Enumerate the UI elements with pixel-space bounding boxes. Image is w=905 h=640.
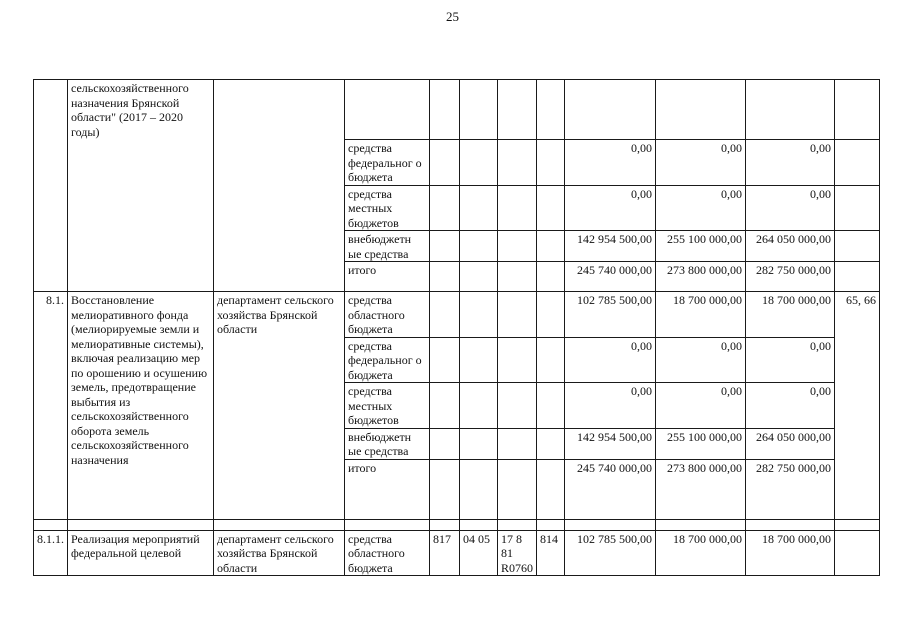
row-number-cell: 8.1.1. xyxy=(34,530,68,576)
value-2018: 142 954 500,00 xyxy=(565,428,656,459)
value-2019: 0,00 xyxy=(656,383,746,429)
indicator-cell xyxy=(835,231,880,262)
value-2018: 245 740 000,00 xyxy=(565,262,656,292)
value-2019 xyxy=(656,80,746,140)
funding-source-cell: средства областного бюджета xyxy=(345,530,430,576)
value-2020: 264 050 000,00 xyxy=(746,231,835,262)
value-2020: 0,00 xyxy=(746,140,835,186)
indicator-cell xyxy=(835,262,880,292)
value-2019: 0,00 xyxy=(656,140,746,186)
value-2020: 282 750 000,00 xyxy=(746,262,835,292)
grbs-code: 817 xyxy=(430,530,460,576)
row-number-cell: 8.1. xyxy=(34,292,68,520)
value-2018: 0,00 xyxy=(565,383,656,429)
page-number: 25 xyxy=(446,9,459,24)
row-separator xyxy=(34,519,880,530)
funding-source-cell: итого xyxy=(345,459,430,519)
value-2018: 0,00 xyxy=(565,185,656,231)
value-2019: 18 700 000,00 xyxy=(656,530,746,576)
table-row xyxy=(34,80,880,140)
value-2020: 0,00 xyxy=(746,337,835,383)
value-2020: 18 700 000,00 xyxy=(746,292,835,338)
value-2020: 18 700 000,00 xyxy=(746,530,835,576)
value-2020 xyxy=(746,80,835,140)
executor-cell xyxy=(214,80,345,292)
funding-source-cell: средства областного бюджета xyxy=(345,292,430,338)
funding-source-cell: средства федеральног о бюджета xyxy=(345,337,430,383)
value-2018: 102 785 500,00 xyxy=(565,292,656,338)
table-row xyxy=(34,530,880,576)
funding-source-cell: внебюджетн ые средства xyxy=(345,428,430,459)
funding-source-cell: внебюджетн ые средства xyxy=(345,231,430,262)
value-2020: 0,00 xyxy=(746,383,835,429)
executor-cell: департамент сельского хозяйства Брянской области xyxy=(214,530,345,576)
value-2018: 142 954 500,00 xyxy=(565,231,656,262)
row-number-cell xyxy=(34,80,68,292)
value-2018 xyxy=(565,80,656,140)
value-2019: 273 800 000,00 xyxy=(656,262,746,292)
indicator-cell xyxy=(835,140,880,186)
value-2019: 0,00 xyxy=(656,185,746,231)
rzpr-code: 04 05 xyxy=(460,530,498,576)
table-row xyxy=(34,292,880,338)
indicator-cell xyxy=(835,185,880,231)
executor-cell: департамент сельского хозяйства Брянской области xyxy=(214,292,345,520)
indicator-cell xyxy=(835,80,880,140)
funding-source-cell: средства местных бюджетов xyxy=(345,383,430,429)
value-2020: 0,00 xyxy=(746,185,835,231)
value-2019: 273 800 000,00 xyxy=(656,459,746,519)
value-2018: 245 740 000,00 xyxy=(565,459,656,519)
csr-code: 17 8 81 R0760 xyxy=(498,530,537,576)
budget-table xyxy=(33,79,880,576)
value-2019: 255 100 000,00 xyxy=(656,428,746,459)
indicator-cell: 65, 66 xyxy=(835,292,880,520)
value-2019: 255 100 000,00 xyxy=(656,231,746,262)
event-name-cell: сельскохозяйственного назначения Брянской области" (2017 – 2020 годы) xyxy=(68,80,214,292)
value-2019: 18 700 000,00 xyxy=(656,292,746,338)
value-2018: 0,00 xyxy=(565,140,656,186)
value-2020: 264 050 000,00 xyxy=(746,428,835,459)
funding-source-cell: итого xyxy=(345,262,430,292)
vr-code: 814 xyxy=(537,530,565,576)
value-2018: 0,00 xyxy=(565,337,656,383)
value-2020: 282 750 000,00 xyxy=(746,459,835,519)
funding-source-cell xyxy=(345,80,430,140)
funding-source-cell: средства федеральног о бюджета xyxy=(345,140,430,186)
event-name-cell: Реализация мероприятий федеральной целевой xyxy=(68,530,214,576)
value-2019: 0,00 xyxy=(656,337,746,383)
value-2018: 102 785 500,00 xyxy=(565,530,656,576)
funding-source-cell: средства местных бюджетов xyxy=(345,185,430,231)
indicator-cell xyxy=(835,530,880,576)
event-name-cell: Восстановление мелиоративного фонда (мелиорируемые земли и мелиоративные системы), включая реализацию мер по орошению и осушению земель, предотвращение выбытия из сельскохозяйственного оборота земель сельскохозяйственного назначения xyxy=(68,292,214,520)
